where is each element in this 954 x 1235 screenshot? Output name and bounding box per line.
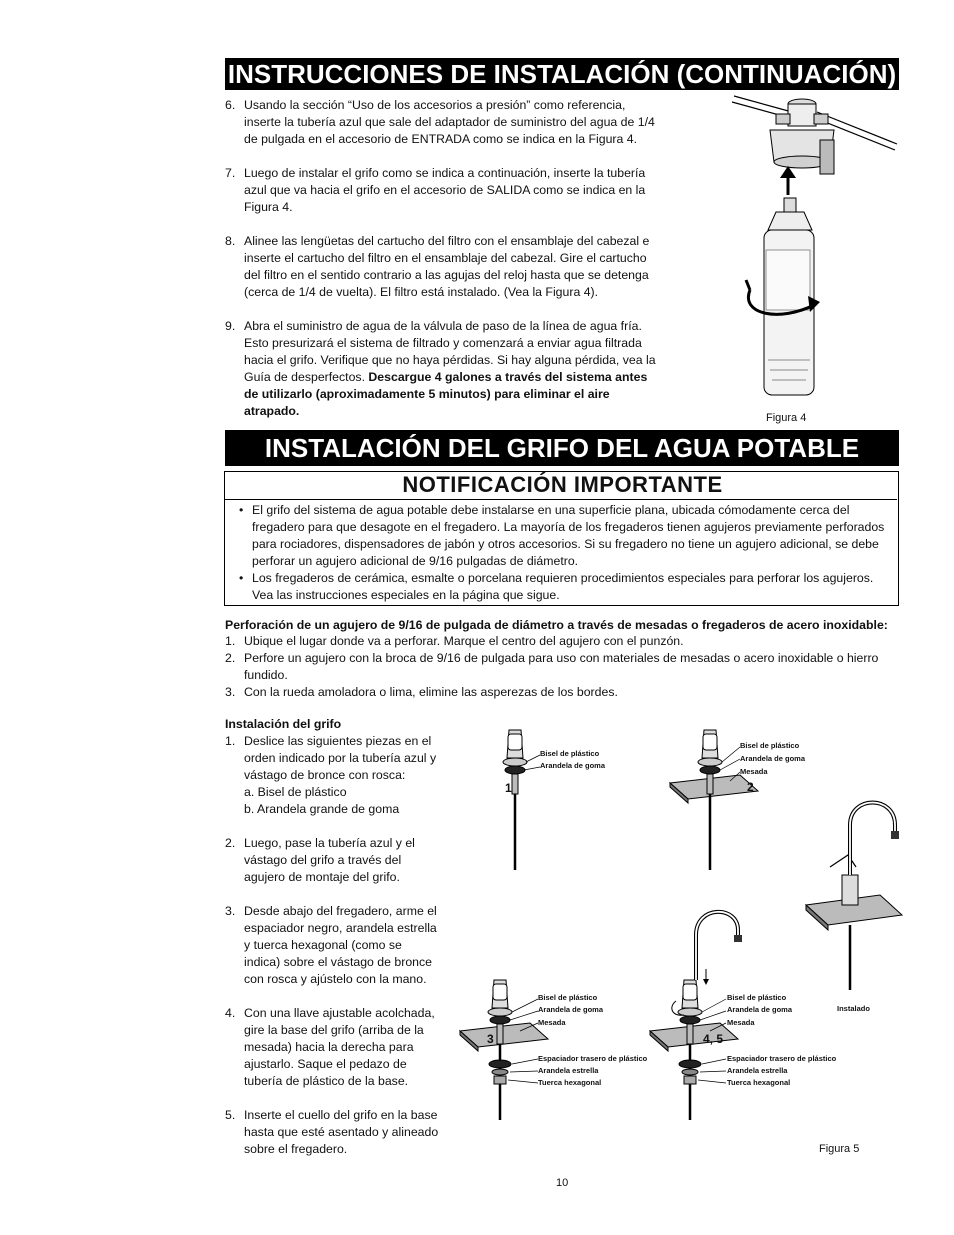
bullet: • (239, 571, 244, 585)
figure-5-step-2 (670, 730, 806, 870)
important-notice-box (224, 471, 899, 606)
step-text-bold: Descargue 4 galones a través del sistema antes de utilizarlo (aproximadamente 5 minutos) para eliminar el aire atrapado. (244, 370, 648, 418)
label-countertop: Mesada (538, 1018, 566, 1027)
label-rubber-washer: Arandela de goma (540, 761, 606, 770)
page-number: 10 (556, 1177, 569, 1189)
step-text: Perfore un agujero con la broca de 9/16 de pulgada para uso con materiales de mesadas o acero inoxidable o hierro fundido. (244, 651, 879, 682)
faucet-installation-heading: Instalación del grifo (225, 717, 342, 731)
label-countertop: Mesada (740, 767, 768, 776)
step-number: 4. (225, 1006, 236, 1020)
figure-5-step-4-5 (650, 912, 837, 1120)
step-text: Ubique el lugar donde va a perforar. Marque el centro del agujero con el punzón. (244, 634, 684, 648)
step-text: Con una llave ajustable acolchada, gire la base del grifo (arriba de la mesada) hacia la derecha para ajustarlo. Saque el pedazo de tubería de plástico de la base. (244, 1006, 435, 1088)
step-number: 8. (225, 234, 236, 248)
label-plastic-bezel: Bisel de plástico (727, 993, 787, 1002)
step-number: 3. (225, 685, 236, 699)
label-countertop: Mesada (727, 1018, 755, 1027)
figure-5-step-3 (460, 980, 648, 1120)
notice-item (239, 502, 889, 570)
notice-list (239, 502, 889, 604)
top-steps-list (225, 97, 665, 437)
label-plastic-bezel: Bisel de plástico (740, 741, 800, 750)
step-text: Usando la sección “Uso de los accesorios a presión” como referencia, inserte la tubería azul que sale del adaptador de suministro del agua de 1/4 de pulgada en el accesorio de ENTRADA como se indica en la Figura 4. (244, 98, 655, 146)
step-number: 9. (225, 319, 236, 333)
step-text: Alinee las lengüetas del cartucho del filtro con el ensamblaje del cabezal e inserte el cartucho del filtro en el ensamblaje del cabezal. Gire el cartucho del filtro en el sentido contrario a las agujas del reloj hasta que se detenga (cerca de 1/4 de vuelta). El filtro está instalado. (Vea la Figura 4). (244, 234, 650, 299)
label-hex-nut: Tuerca hexagonal (538, 1078, 602, 1087)
notice-title: NOTIFICACIÓN IMPORTANTE (402, 472, 723, 497)
step-text: Desde abajo del fregadero, arme el espaciador negro, arandela estrella y tuerca hexagonal (como se indica) sobre el vástago de bronce con rosca y ajústelo con la mano. (244, 904, 437, 986)
step-9 (225, 318, 665, 420)
step-number: 1. (225, 634, 236, 648)
step-7 (225, 165, 665, 216)
step-number: 3. (225, 904, 236, 918)
faucet-step-1 (225, 733, 440, 818)
step-text: Inserte el cuello del grifo en la base hasta que esté asentado y alineado sobre el fregadero. (244, 1108, 439, 1156)
bullet: • (239, 503, 244, 517)
label-rubber-washer: Arandela de goma (538, 1005, 604, 1014)
step-6 (225, 97, 665, 148)
drill-step (225, 633, 897, 650)
label-star-washer: Arandela estrella (727, 1066, 788, 1075)
faucet-step-5 (225, 1107, 440, 1158)
label-plastic-bezel: Bisel de plástico (538, 993, 598, 1002)
step-number: 2. (225, 651, 236, 665)
step-number-label: 1 (505, 781, 512, 795)
label-plastic-bezel: Bisel de plástico (540, 749, 600, 758)
faucet-step-4 (225, 1005, 440, 1090)
drill-step (225, 684, 897, 701)
faucet-step-2 (225, 835, 440, 886)
figure-5-caption: Figura 5 (819, 1143, 860, 1155)
step-number-label: 4, 5 (703, 1032, 724, 1046)
step-text (225, 318, 665, 420)
faucet-step-3 (225, 903, 440, 988)
label-rubber-washer: Arandela de goma (740, 754, 806, 763)
step-number: 5. (225, 1108, 236, 1122)
notice-item (239, 570, 889, 604)
notice-divider (225, 499, 897, 500)
label-rubber-washer: Arandela de goma (727, 1005, 793, 1014)
figure-5-installed-faucet (806, 803, 902, 1014)
step-subitem: a. Bisel de plástico (244, 785, 347, 799)
step-text: Luego, pase la tubería azul y el vástago del grifo a través del agujero de montaje del grifo. (244, 836, 415, 884)
drill-step (225, 650, 897, 684)
step-text-regular: Abra el suministro de agua de la válvula de paso de la línea de agua fría. Esto presurizará el sistema de filtrado y comenzará a enviar agua filtrada hacia el grifo. Verifique que no haya pérdidas. Si hay alguna pérdida, vea la Guía de desperfectos. (244, 319, 656, 384)
notice-item-text: Los fregaderos de cerámica, esmalte o porcelana requieren procedimientos especiales para perforar los agujeros. Vea las instrucciones especiales en la página que sigue. (252, 571, 874, 602)
label-hex-nut: Tuerca hexagonal (727, 1078, 791, 1087)
step-number-label: 3 (487, 1032, 494, 1046)
step-number-label: 2 (747, 780, 754, 794)
notice-item-text: El grifo del sistema de agua potable debe instalarse en una superficie plana, ubicada cómodamente cerca del fregadero para que desagote en el fregadero. La mayoría de los fregaderos tienen agujeros previamente perforados para rociadores, dispensadores de jabón y otros accesorios. Si su fregadero no tiene un agujero adicional, se debe perforar un agujero adicional de 9/16 pulgadas de diámetro. (252, 503, 885, 568)
step-number: 2. (225, 836, 236, 850)
step-text: Luego de instalar el grifo como se indica a continuación, inserte la tubería azul que va hacia el grifo en el accesorio de SALIDA como se indica en la Figura 4. (244, 166, 646, 214)
faucet-steps-list (225, 733, 440, 1175)
step-text: Con la rueda amoladora o lima, elimine las asperezas de los bordes. (244, 685, 618, 699)
label-star-washer: Arandela estrella (538, 1066, 599, 1075)
step-text: Deslice las siguientes piezas en el orden indicado por la tubería azul y vástago de bronce con rosca: (244, 734, 437, 782)
figure-4-filter-illustration (720, 90, 900, 410)
step-number: 6. (225, 98, 236, 112)
step-number: 7. (225, 166, 236, 180)
section-heading-faucet-installation: INSTALACIÓN DEL GRIFO DEL AGUA POTABLE (225, 430, 899, 466)
figure-4-caption: Figura 4 (766, 412, 807, 424)
step-number: 1. (225, 734, 236, 748)
label-plastic-spacer: Espaciador trasero de plástico (538, 1054, 648, 1063)
label-installed: Instalado (837, 1004, 870, 1013)
section-heading-installation-continued: INSTRUCCIONES DE INSTALACIÓN (CONTINUACIÓN) (225, 58, 899, 90)
label-plastic-spacer: Espaciador trasero de plástico (727, 1054, 837, 1063)
step-subitem: b. Arandela grande de goma (244, 802, 400, 816)
drilling-heading: Perforación de un agujero de 9/16 de pulgada de diámetro a través de mesadas o fregaderos de acero inoxidable: (225, 618, 888, 632)
step-8 (225, 233, 665, 301)
figure-5-step-1 (503, 730, 606, 870)
figure-5-faucet-assembly (460, 725, 900, 1145)
drilling-steps-list (225, 633, 897, 701)
